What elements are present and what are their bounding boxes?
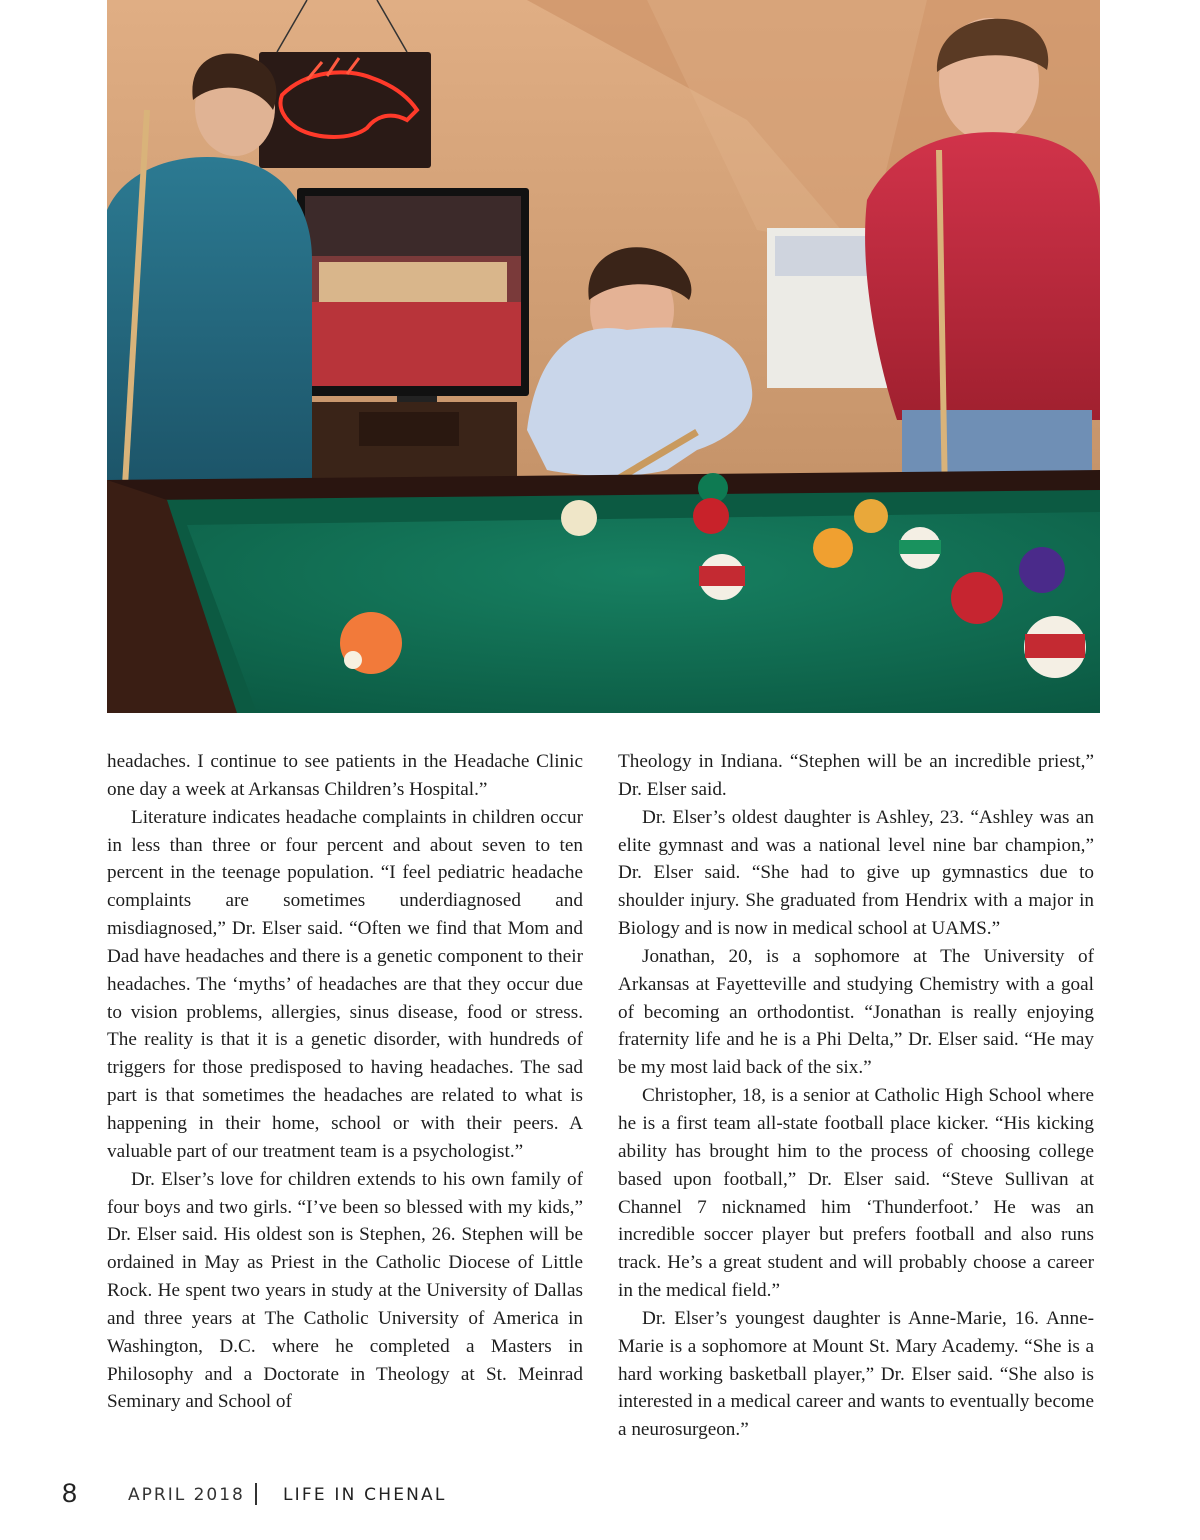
magazine-name: LIFE IN CHENAL [283,1485,447,1505]
article-column-right [618,748,1094,1444]
article-column-left [107,748,583,1416]
paragraph: Jonathan, 20, is a sophomore at The University of Arkansas at Fayetteville and studying Chemistry with a goal of becoming an orthodontist. “Jonathan is really enjoying fraternity life and he is a Phi Delta,” Dr. Elser said. “He may be my most laid back of the six.” [618,945,1094,1079]
paragraph: Literature indicates headache complaints in children occur in less than three or four percent and about seven to ten percent in the teenage population. “I feel pediatric headache complaints are sometimes underdiagnosed and misdiagnosed,” Dr. Elser said. “Often we find that Mom and Dad have headaches and there is a genetic component to their headaches. The ‘myths’ of headaches are that they occur due to vision problems, allergies, sinus disease, food or stress. The reality is that it is a genetic disorder, with hundreds of triggers for those predisposed to having headaches. The sad part is that sometimes the headaches are related to what is happening in their home, school or with their peers. A valuable part of our treatment team is a psychologist.” [107,806,583,1162]
paragraph: Theology in Indiana. “Stephen will be an incredible priest,” Dr. Elser said. [618,751,1094,800]
paragraph: Dr. Elser’s youngest daughter is Anne-Marie, 16. Anne-Marie is a sophomore at Mount St. Mary Academy. “She is a hard working basketball player,” Dr. Elser said. “She also is interested in a medical career and wants to eventually become a neurosurgeon.” [618,1307,1094,1441]
television [297,188,529,404]
issue-date: APRIL 2018 [128,1485,245,1505]
feature-photo [107,0,1100,713]
paragraph: Dr. Elser’s oldest daughter is Ashley, 23. “Ashley was an elite gymnast and was a national level nine bar champion,” Dr. Elser said. “She had to give up gymnastics due to shoulder injury. She graduated from Hendrix with a major in Biology and is now in medical school at UAMS.” [618,806,1094,940]
pool-table [107,470,1100,713]
billiards-game-room-photo [107,0,1100,713]
paragraph: headaches. I continue to see patients in the Headache Clinic one day a week at Arkansas Children’s Hospital.” [107,751,583,800]
paragraph: Christopher, 18, is a senior at Catholic High School where he is a first team all-state football place kicker. “His kicking ability has brought him to the process of choosing college based upon football,” Dr. Elser said. “Steve Sullivan at Channel 7 nicknamed him ‘Thunderfoot.’ He was an incredible soccer player but prefers football and also runs track. He’s a great student and will probably choose a career in the medical field.” [618,1085,1094,1302]
footer-divider [255,1483,257,1505]
page-number: 8 [62,1478,78,1508]
paragraph: Dr. Elser’s love for children extends to his own family of four boys and two girls. “I’ve been so blessed with my kids,” Dr. Elser said. His oldest son is Stephen, 26. Stephen will be ordained in May as Priest in the Catholic Diocese of Little Rock. He spent two years in study at the University of Dallas and three years at The Catholic University of America in Washington, D.C. where he completed a Masters in Philosophy and a Doctorate in Theology at St. Meinrad Seminary and School of [107,1168,583,1413]
